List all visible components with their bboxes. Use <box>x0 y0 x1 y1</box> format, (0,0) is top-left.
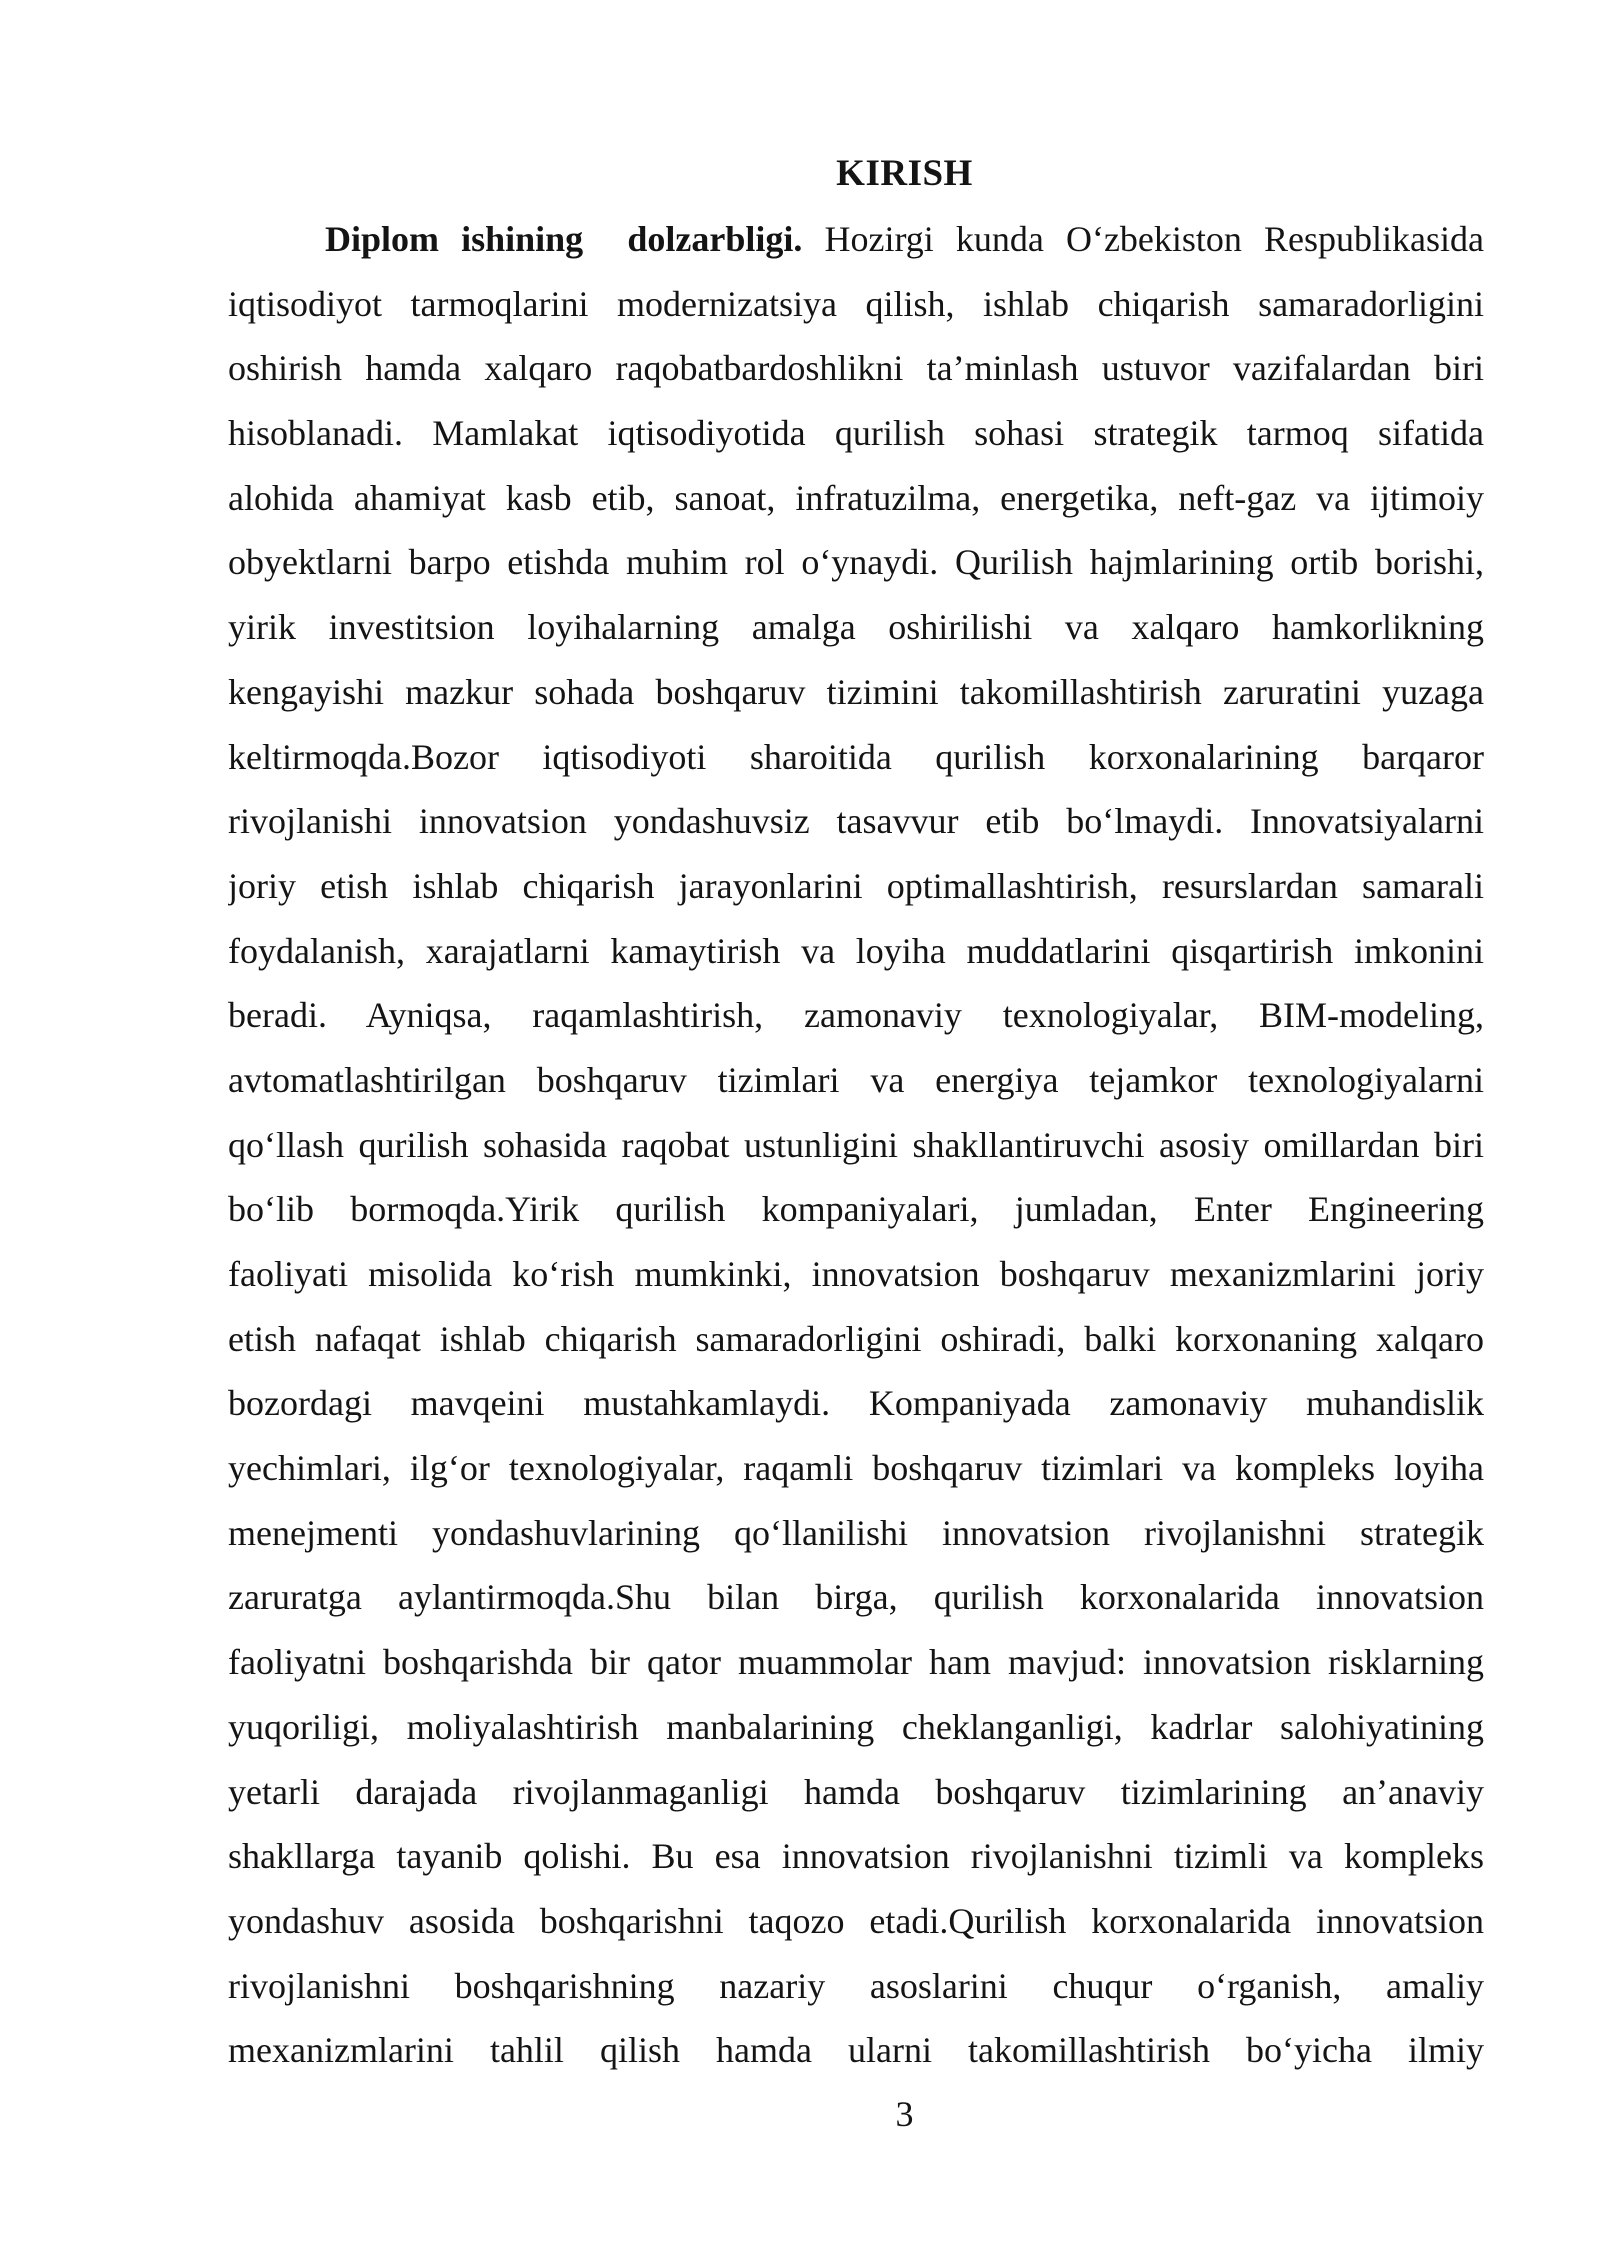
text-line: hisoblanadi. Mamlakat iqtisodiyotida qurilish sohasi strategik tarmoq sifatida <box>228 413 1484 454</box>
text-line: Diplom ishining dolzarbligi. Hozirgi kunda O‘zbekiston Respublikasida <box>325 219 1484 259</box>
text-line: beradi. Ayniqsa, raqamlashtirish, zamonaviy texnologiyalar, BIM-modeling, <box>228 995 1484 1036</box>
text-line: shakllarga tayanib qolishi. Bu esa innovatsion rivojlanishni tizimli va kompleks <box>228 1836 1484 1877</box>
bold-lead-text: Diplom ishining dolzarbligi. <box>325 219 803 259</box>
text-line: qo‘llash qurilish sohasida raqobat ustunligini shakllantiruvchi asosiy omillardan biri <box>228 1124 1484 1165</box>
text-line: faoliyatni boshqarishda bir qator muammolar ham mavjud: innovatsion risklarning <box>228 1642 1484 1683</box>
text-line: oshirish hamda xalqaro raqobatbardoshlikni ta’minlash ustuvor vazifalardan biri <box>228 348 1484 389</box>
text-line: yirik investitsion loyihalarning amalga oshirilishi va xalqaro hamkorlikning <box>228 607 1484 648</box>
text-line: alohida ahamiyat kasb etib, sanoat, infratuzilma, energetika, neft-gaz va ijtimoiy <box>228 477 1484 518</box>
text-line: yetarli darajada rivojlanmaganligi hamda boshqaruv tizimlarining an’anaviy <box>228 1771 1484 1812</box>
text-line: kengayishi mazkur sohada boshqaruv tizimini takomillashtirish zaruratini yuzaga <box>228 671 1484 712</box>
text-line: keltirmoqda.Bozor iqtisodiyoti sharoitida qurilish korxonalarining barqaror <box>228 736 1484 777</box>
text-line: avtomatlashtirilgan boshqaruv tizimlari va energiya tejamkor texnologiyalarni <box>228 1059 1484 1100</box>
text-line: rivojlanishni boshqarishning nazariy asoslarini chuqur o‘rganish, amaliy <box>228 1965 1484 2006</box>
text-line: faoliyati misolida ko‘rish mumkinki, innovatsion boshqaruv mexanizmlarini joriy <box>228 1254 1484 1294</box>
text-line: yuqoriligi, moliyalashtirish manbalarining cheklanganligi, kadrlar salohiyatining <box>228 1706 1484 1747</box>
text-line: bo‘lib bormoqda.Yirik qurilish kompaniyalari, jumladan, Enter Engineering <box>228 1189 1484 1230</box>
text-line: obyektlarni barpo etishda muhim rol o‘ynaydi. Qurilish hajmlarining ortib borishi, <box>228 542 1484 583</box>
text-line: iqtisodiyot tarmoqlarini modernizatsiya qilish, ishlab chiqarish samaradorligini <box>228 283 1484 324</box>
text-line: yondashuv asosida boshqarishni taqozo etadi.Qurilish korxonalarida innovatsion <box>228 1900 1484 1941</box>
text-line: rivojlanishi innovatsion yondashuvsiz tasavvur etib bo‘lmaydi. Innovatsiyalarni <box>228 801 1484 842</box>
text-line: foydalanish, xarajatlarni kamaytirish va loyiha muddatlarini qisqartirish imkonini <box>228 930 1484 971</box>
text-line: bozordagi mavqeini mustahkamlaydi. Kompaniyada zamonaviy muhandislik <box>228 1383 1484 1424</box>
text-line: etish nafaqat ishlab chiqarish samaradorligini oshiradi, balki korxonaning xalqaro <box>228 1318 1484 1359</box>
text-line: joriy etish ishlab chiqarish jarayonlarini optimallashtirish, resurslardan samarali <box>228 865 1484 906</box>
text-line: mexanizmlarini tahlil qilish hamda ularni takomillashtirish bo‘yicha ilmiy <box>228 2030 1484 2071</box>
text-line: menejmenti yondashuvlarining qo‘llanilishi innovatsion rivojlanishni strategik <box>228 1512 1484 1553</box>
text-line: zaruratga aylantirmoqda.Shu bilan birga, qurilish korxonalarida innovatsion <box>228 1577 1484 1618</box>
page-number: 3 <box>895 2093 914 2134</box>
page-title: KIRISH <box>836 153 973 194</box>
paragraph-body <box>228 207 1484 2083</box>
text-line: yechimlari, ilg‘or texnologiyalar, raqamli boshqaruv tizimlari va kompleks loyiha <box>228 1448 1484 1489</box>
